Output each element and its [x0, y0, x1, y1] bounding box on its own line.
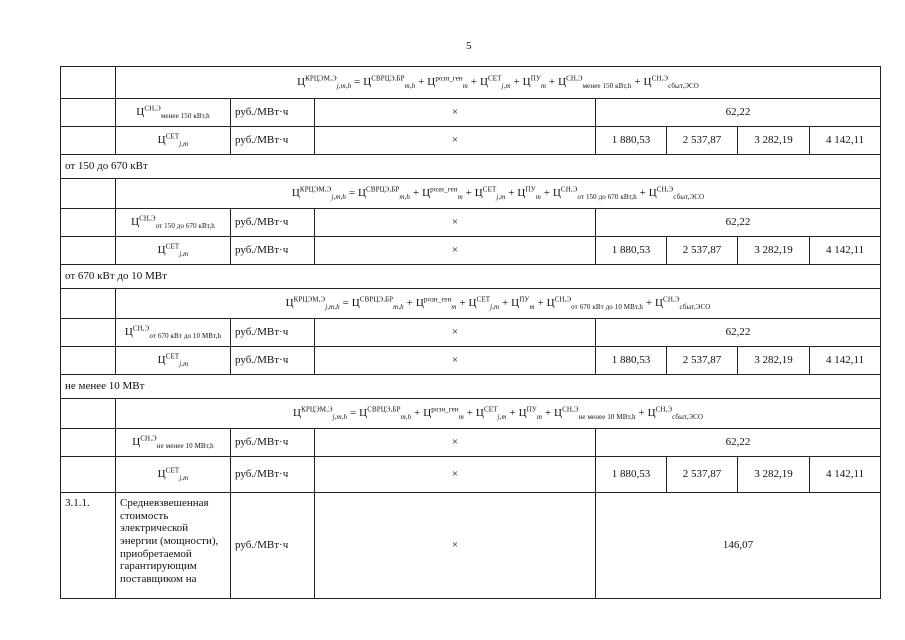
value-cell: 4 142,11 — [810, 457, 881, 493]
cross-cell: × — [315, 319, 596, 347]
value-cell: 2 537,87 — [667, 127, 738, 155]
item-description: Средневзвешенная стоимость электрической энергии (мощности), приобретаемой гарантирующим поставщиком на — [116, 493, 231, 599]
item-row — [61, 493, 881, 599]
unit-cell: руб./МВт·ч — [231, 347, 315, 375]
value-cell: 2 537,87 — [667, 237, 738, 265]
value-cell: 2 537,87 — [667, 457, 738, 493]
value-cell: 3 282,19 — [738, 457, 810, 493]
unit-cell: руб./МВт·ч — [231, 319, 315, 347]
formula: $Ц^{КРЦЭМ,Э}_{j,m,h} = Ц^{СВРЦЭ,БР}_{m,h} + Ц^{розн\_ген}_m + Ц^{СЕТ}_{j,m} + Ц^{ПУ}_m + Ц^{СН,Э}_{менее 150 кВт,h} + Ц^{СН,Э}_{сбыт,ЭСО}$ — [116, 67, 881, 99]
formula: $Ц^{КРЦЭМ,Э}_{j,m,h} = Ц^{СВРЦЭ,БР}_{m,h} + Ц^{розн\_ген}_m + Ц^{СЕТ}_{j,m} + Ц^{ПУ}_m + Ц^{СН,Э}_{от 150 до 670 кВт,h} + Ц^{СН,Э}_{сбыт,ЭСО}$ — [116, 179, 881, 209]
value-cell: 62,22 — [596, 209, 881, 237]
formula-row — [61, 67, 881, 99]
value-cell: 62,22 — [596, 429, 881, 457]
unit-cell: руб./МВт·ч — [231, 99, 315, 127]
value-cell: 1 880,53 — [596, 457, 667, 493]
cross-cell: × — [315, 99, 596, 127]
value-cell: 1 880,53 — [596, 347, 667, 375]
item-number: 3.1.1. — [61, 493, 116, 599]
table-row — [61, 429, 881, 457]
cross-cell: × — [315, 457, 596, 493]
value-cell: 146,07 — [596, 493, 881, 599]
formula-row — [61, 289, 881, 319]
unit-cell: руб./МВт·ч — [231, 457, 315, 493]
symbol-cell: $Ц^{СН,Э}_{от 670 кВт до 10 МВт,h}$ — [116, 319, 231, 347]
symbol-cell: $Ц^{СЕТ}_{j,m}$ — [116, 457, 231, 493]
symbol-cell: $Ц^{СН,Э}_{не менее 10 МВт,h}$ — [116, 429, 231, 457]
tariff-table — [60, 66, 881, 599]
value-cell: 1 880,53 — [596, 127, 667, 155]
value-cell: 3 282,19 — [738, 237, 810, 265]
group-label-row — [61, 155, 881, 179]
value-cell: 4 142,11 — [810, 347, 881, 375]
formula: $Ц^{КРЦЭМ,Э}_{j,m,h} = Ц^{СВРЦЭ,БР}_{m,h} + Ц^{розн\_ген}_m + Ц^{СЕТ}_{j,m} + Ц^{ПУ}_m + Ц^{СН,Э}_{не менее 10 МВт,h} + Ц^{СН,Э}_{сбыт,ЭСО}$ — [116, 399, 881, 429]
value-cell: 4 142,11 — [810, 127, 881, 155]
symbol-cell: $Ц^{СН,Э}_{менее 150 кВт,h}$ — [116, 99, 231, 127]
cross-cell: × — [315, 493, 596, 599]
symbol-cell: $Ц^{СЕТ}_{j,m}$ — [116, 237, 231, 265]
formula: $Ц^{КРЦЭМ,Э}_{j,m,h} = Ц^{СВРЦЭ,БР}_{m,h} + Ц^{розн\_ген}_m + Ц^{СЕТ}_{j,m} + Ц^{ПУ}_m + Ц^{СН,Э}_{от 670 кВт до 10 МВт,h} + Ц^{СН,Э}_{сбыт,ЭСО}$ — [116, 289, 881, 319]
table-row — [61, 457, 881, 493]
table-row — [61, 99, 881, 127]
table-row — [61, 127, 881, 155]
group-label-row — [61, 265, 881, 289]
table-row — [61, 347, 881, 375]
page-number: 5 — [466, 40, 472, 52]
table-row — [61, 209, 881, 237]
symbol-cell: $Ц^{СЕТ}_{j,m}$ — [116, 127, 231, 155]
value-cell: 1 880,53 — [596, 237, 667, 265]
table-row — [61, 319, 881, 347]
unit-cell: руб./МВт·ч — [231, 209, 315, 237]
unit-cell: руб./МВт·ч — [231, 493, 315, 599]
formula-row — [61, 179, 881, 209]
group-label: от 670 кВт до 10 МВт — [61, 265, 881, 289]
unit-cell: руб./МВт·ч — [231, 429, 315, 457]
table-row — [61, 237, 881, 265]
cross-cell: × — [315, 237, 596, 265]
value-cell: 4 142,11 — [810, 237, 881, 265]
value-cell: 62,22 — [596, 99, 881, 127]
symbol-cell: $Ц^{СЕТ}_{j,m}$ — [116, 347, 231, 375]
group-label: не менее 10 МВт — [61, 375, 881, 399]
cross-cell: × — [315, 347, 596, 375]
formula-row — [61, 399, 881, 429]
unit-cell: руб./МВт·ч — [231, 237, 315, 265]
value-cell: 3 282,19 — [738, 347, 810, 375]
cross-cell: × — [315, 209, 596, 237]
cross-cell: × — [315, 429, 596, 457]
symbol-cell: $Ц^{СН,Э}_{от 150 до 670 кВт,h}$ — [116, 209, 231, 237]
group-label-row — [61, 375, 881, 399]
value-cell: 3 282,19 — [738, 127, 810, 155]
value-cell: 2 537,87 — [667, 347, 738, 375]
group-label: от 150 до 670 кВт — [61, 155, 881, 179]
value-cell: 62,22 — [596, 319, 881, 347]
cross-cell: × — [315, 127, 596, 155]
unit-cell: руб./МВт·ч — [231, 127, 315, 155]
